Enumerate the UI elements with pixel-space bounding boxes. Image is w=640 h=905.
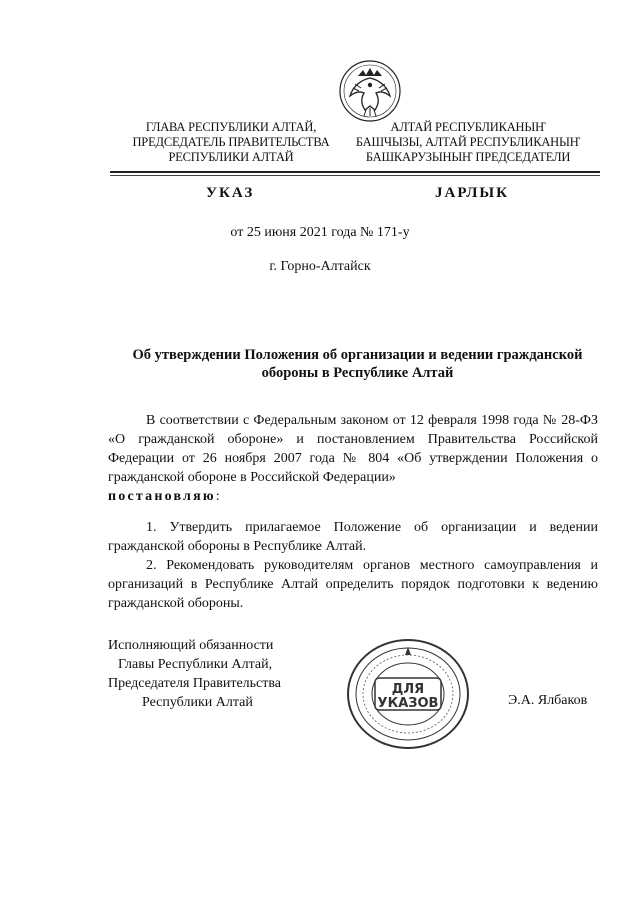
decree-items (108, 518, 598, 613)
header-left-line: ПРЕДСЕДАТЕЛЬ ПРАВИТЕЛЬСТВА (132, 135, 330, 149)
decree-item: 1. Утвердить прилагаемое Положение об организации и ведении гражданской обороны в Республике Алтай. (108, 520, 598, 554)
header-left (118, 120, 344, 165)
header-rule (110, 171, 600, 173)
preamble-block (108, 411, 598, 506)
decree-item: 2. Рекомендовать руководителям органов местного самоуправления и организаций в Республике Алтай определить порядок подготовки к ведению гражданской обороны. (108, 558, 598, 611)
decree-colon: : (215, 489, 220, 504)
coat-of-arms-icon (333, 58, 407, 124)
signature-line: Главы Республики Алтай, (118, 657, 273, 672)
header-left-line: ГЛАВА РЕСПУБЛИКИ АЛТАЙ, (145, 120, 317, 134)
signer-name: Э.А. Ялбаков (508, 693, 588, 708)
official-stamp (345, 637, 471, 751)
document-subject (110, 346, 605, 382)
header-left-line: РЕСПУБЛИКИ АЛТАЙ (168, 150, 294, 164)
header-right (346, 120, 590, 165)
header-right-line: АЛТАЙ РЕСПУБЛИКАНЫҤ (390, 120, 546, 134)
signature-block (108, 636, 281, 712)
stamp-text-1: ДЛЯ (391, 682, 425, 697)
city-line: г. Горно-Алтайск (269, 259, 371, 274)
signature-line: Республики Алтай (142, 695, 253, 710)
signature-line: Председателя Правительства (108, 676, 282, 691)
header-rule-thin (110, 175, 600, 176)
header-right-line: БАШКАРУЗЫНЫҤ ПРЕДСЕДАТЕЛИ (365, 150, 571, 164)
preamble-text: В соответствии с Федеральным законом от 12 февраля 1998 года № 28-ФЗ «О гражданской обороне» и постановлением Правительства Российской Федерации от 26 ноября 2007 года № 804 «Об утверждении Положения о гражданской обороне в Российской Федерации» (108, 413, 598, 485)
subject-line: Об утверждении Положения об организации и ведении гражданской (132, 347, 583, 363)
subject-line: обороны в Республике Алтай (261, 365, 454, 381)
header-right-line: БАШЧЫЗЫ, АЛТАЙ РЕСПУБЛИКАНЫҤ (355, 135, 581, 149)
date-line: от 25 июня 2021 года № 171-у (230, 225, 410, 240)
decree-word: постановляю (108, 489, 216, 504)
doc-type-ru: УКАЗ (206, 185, 255, 201)
doc-type-alt: ЈАРЛЫК (435, 185, 510, 201)
signature-line: Исполняющий обязанности (108, 638, 274, 653)
stamp-text-2: УКАЗОВ (377, 696, 439, 711)
